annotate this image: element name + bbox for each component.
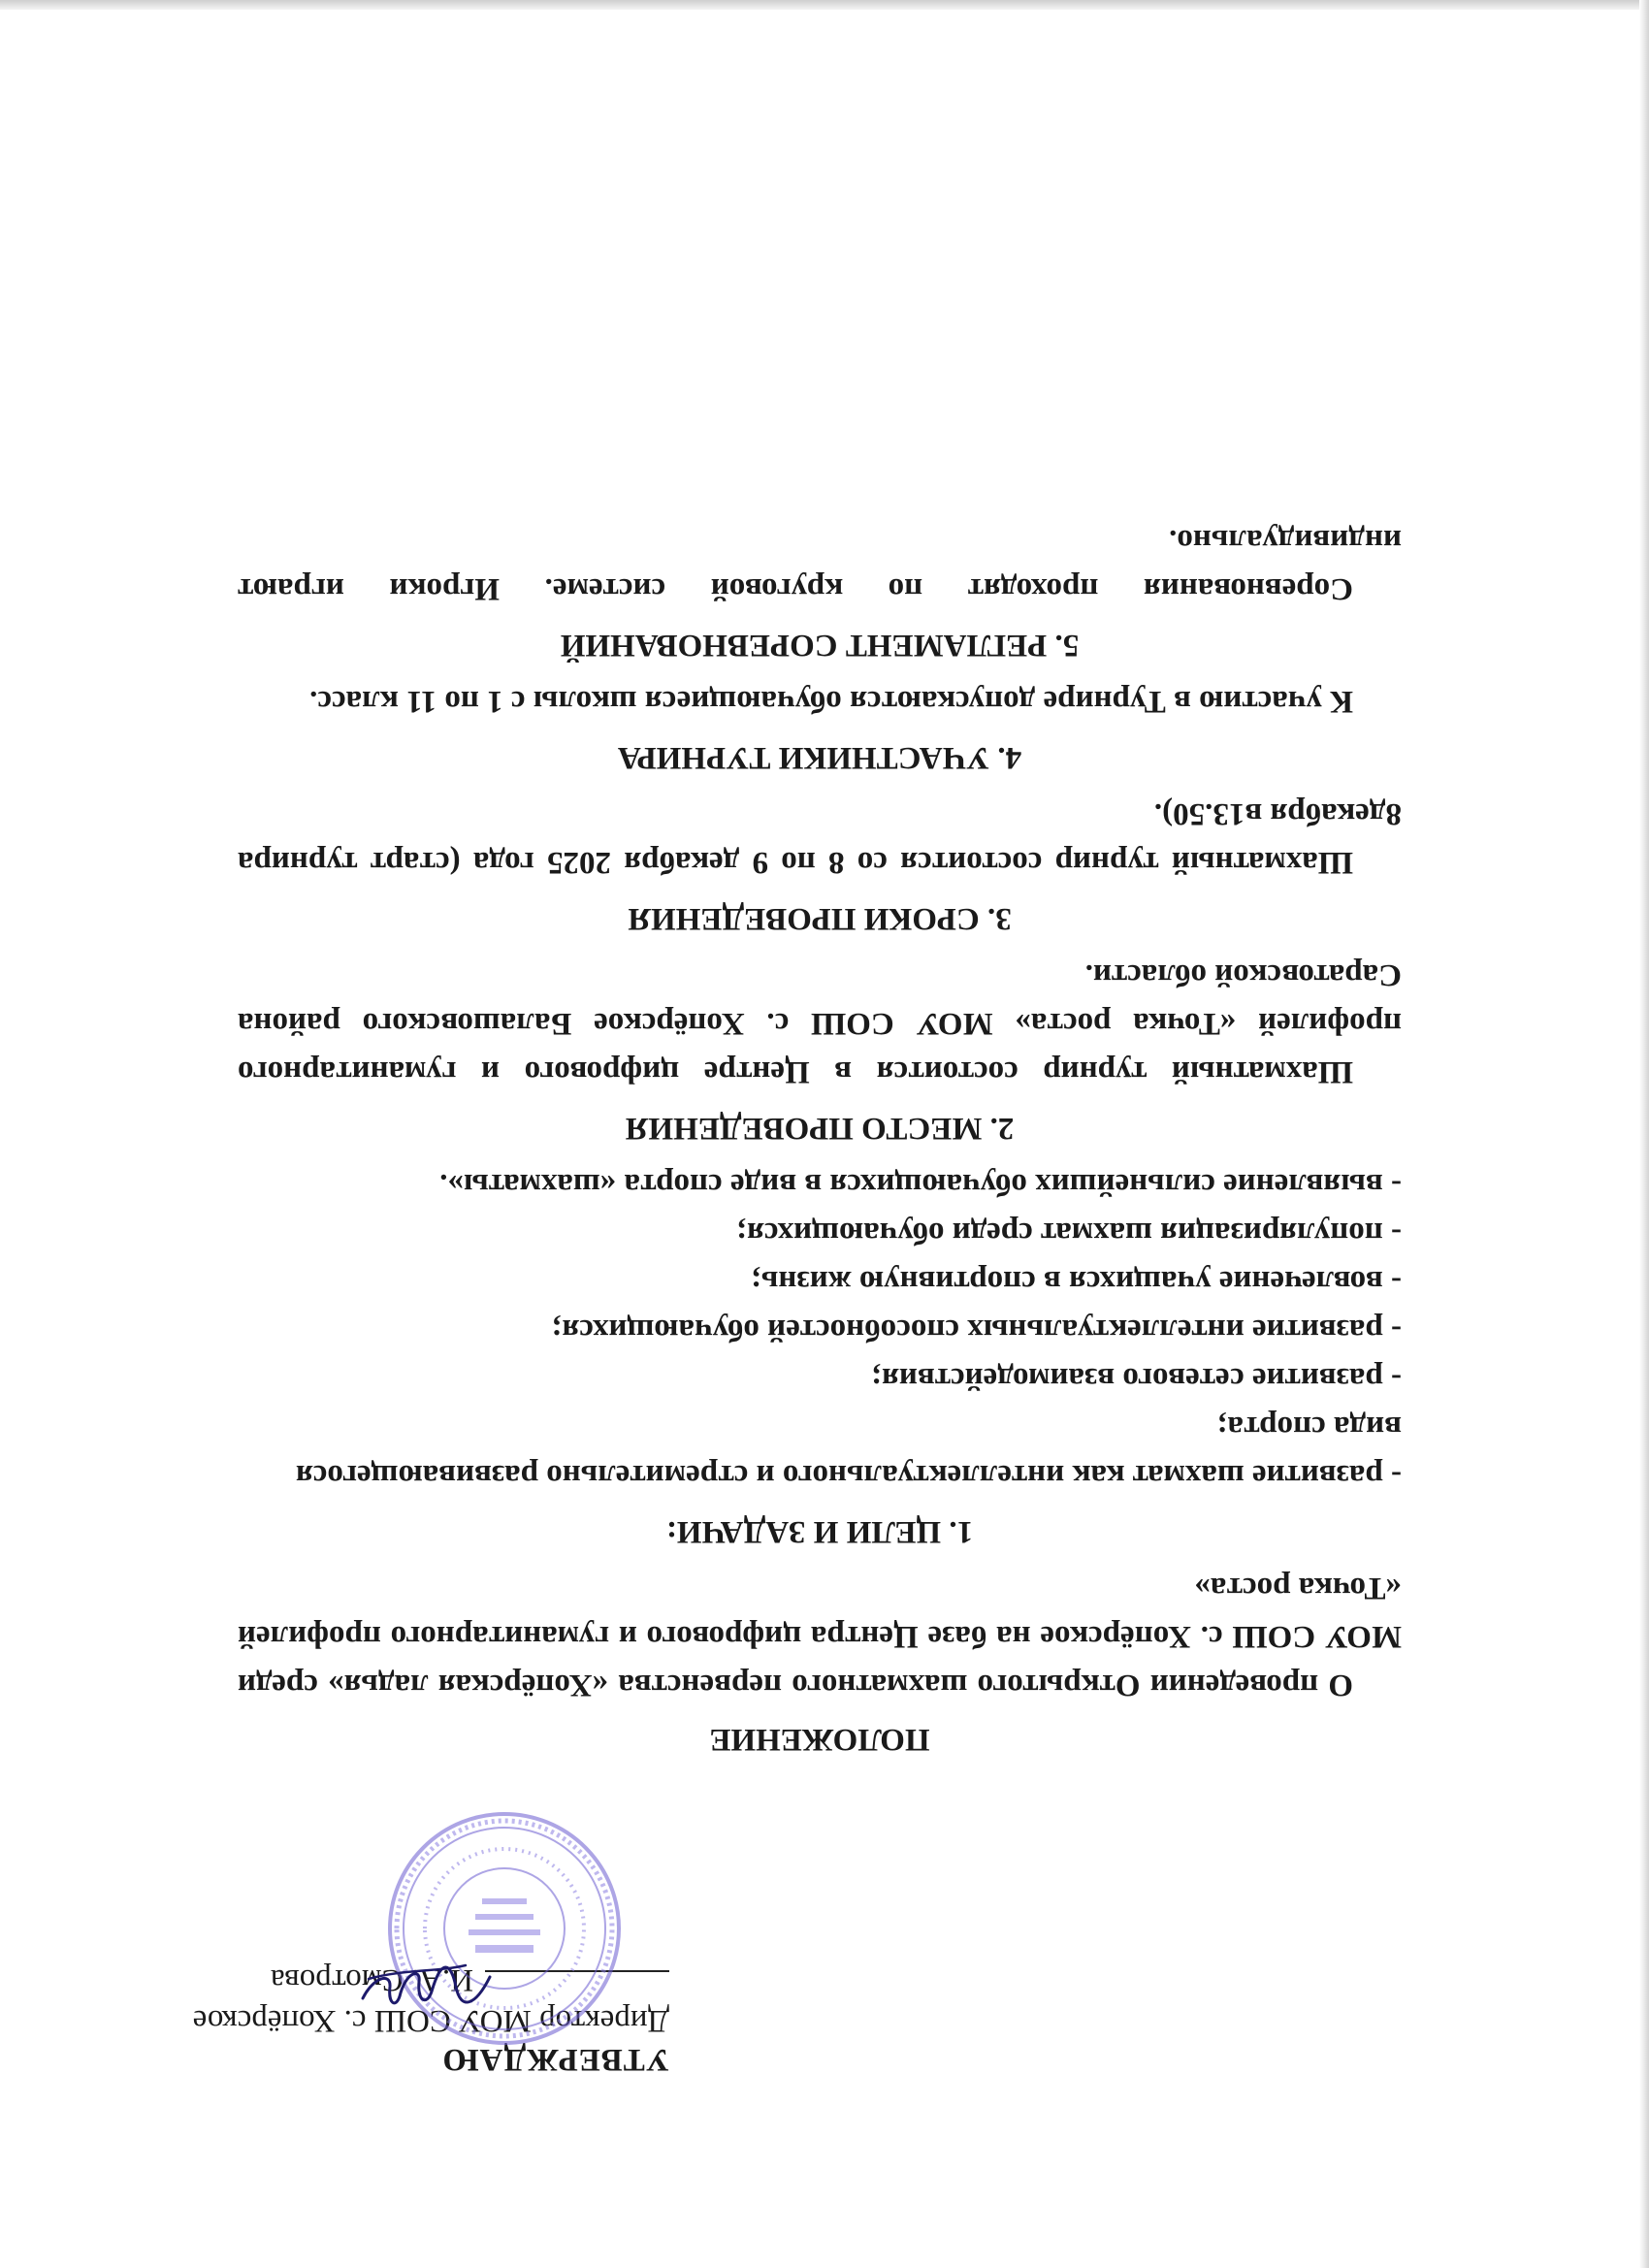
document-title: ПОЛОЖЕНИЕ xyxy=(709,1722,930,1757)
approval-position: Директор МОУ СОШ с. Хопёрское xyxy=(192,2003,669,2038)
goal-item: - вовлечение учащихся в спортивную жизнь; xyxy=(750,1264,1402,1299)
approval-name: И.А. Смотрова xyxy=(271,1962,473,1997)
section-participants-heading: 4. УЧАСТНИКИ ТУРНИРА xyxy=(617,740,1022,775)
goal-item: - развитие сетевого взаимодействия; xyxy=(871,1361,1402,1396)
document-subtitle: О проведении Открытого шахматного первенства «Хопёрская ладья» среди МОУ СОШ с. Хопёрское на базе Центра цифрового и гуманитарного профилей «Точка роста» xyxy=(238,1571,1402,1702)
paper-edge-top xyxy=(0,0,1649,10)
goal-item: - развитие интеллектуальных способностей обучающихся; xyxy=(551,1312,1402,1347)
approval-title: УТВЕРЖДАЮ xyxy=(441,2042,669,2077)
handwritten-signature xyxy=(359,1948,495,2025)
section-rules-heading: 5. РЕГЛАМЕНТ СОРЕВНОВАНИЙ xyxy=(560,628,1080,663)
section-participants-text: К участию в Турнире допускаются обучающиеся школы с 1 по 11 класс. xyxy=(309,684,1353,719)
goal-item: - развитие шахмат как интеллектуального и стремительно развивающегося вида спорта; xyxy=(295,1409,1402,1493)
goal-item: - выявление сильнейших обучающихся в виде спорта «шахматы». xyxy=(439,1167,1402,1202)
section-place-text: Шахматный турнир состоится в Центре цифрового и гуманитарного профилей «Точка роста» МОУ СОШ с. Хопёрское Балашовского района Саратовской области. xyxy=(238,957,1402,1089)
section-dates-heading: 3. СРОКИ ПРОВЕДЕНИЯ xyxy=(628,901,1012,936)
section-goals-heading: 1. ЦЕЛИ И ЗАДАЧИ: xyxy=(665,1514,974,1549)
section-dates-text: Шахматный турнир состоится со 8 по 9 декабря 2025 года (старт турнира 8декабря в13.50). xyxy=(238,796,1402,880)
section-rules-text: Соревнования проходят по круговой системе. Игроки играют индивидуально. xyxy=(238,523,1402,606)
paper-edge-right xyxy=(1639,0,1649,2268)
document-body xyxy=(238,516,1402,1764)
section-place-heading: 2. МЕСТО ПРОВЕДЕНИЯ xyxy=(625,1111,1015,1146)
goal-item: - популяризация шахмат среди обучающихся; xyxy=(736,1215,1402,1250)
